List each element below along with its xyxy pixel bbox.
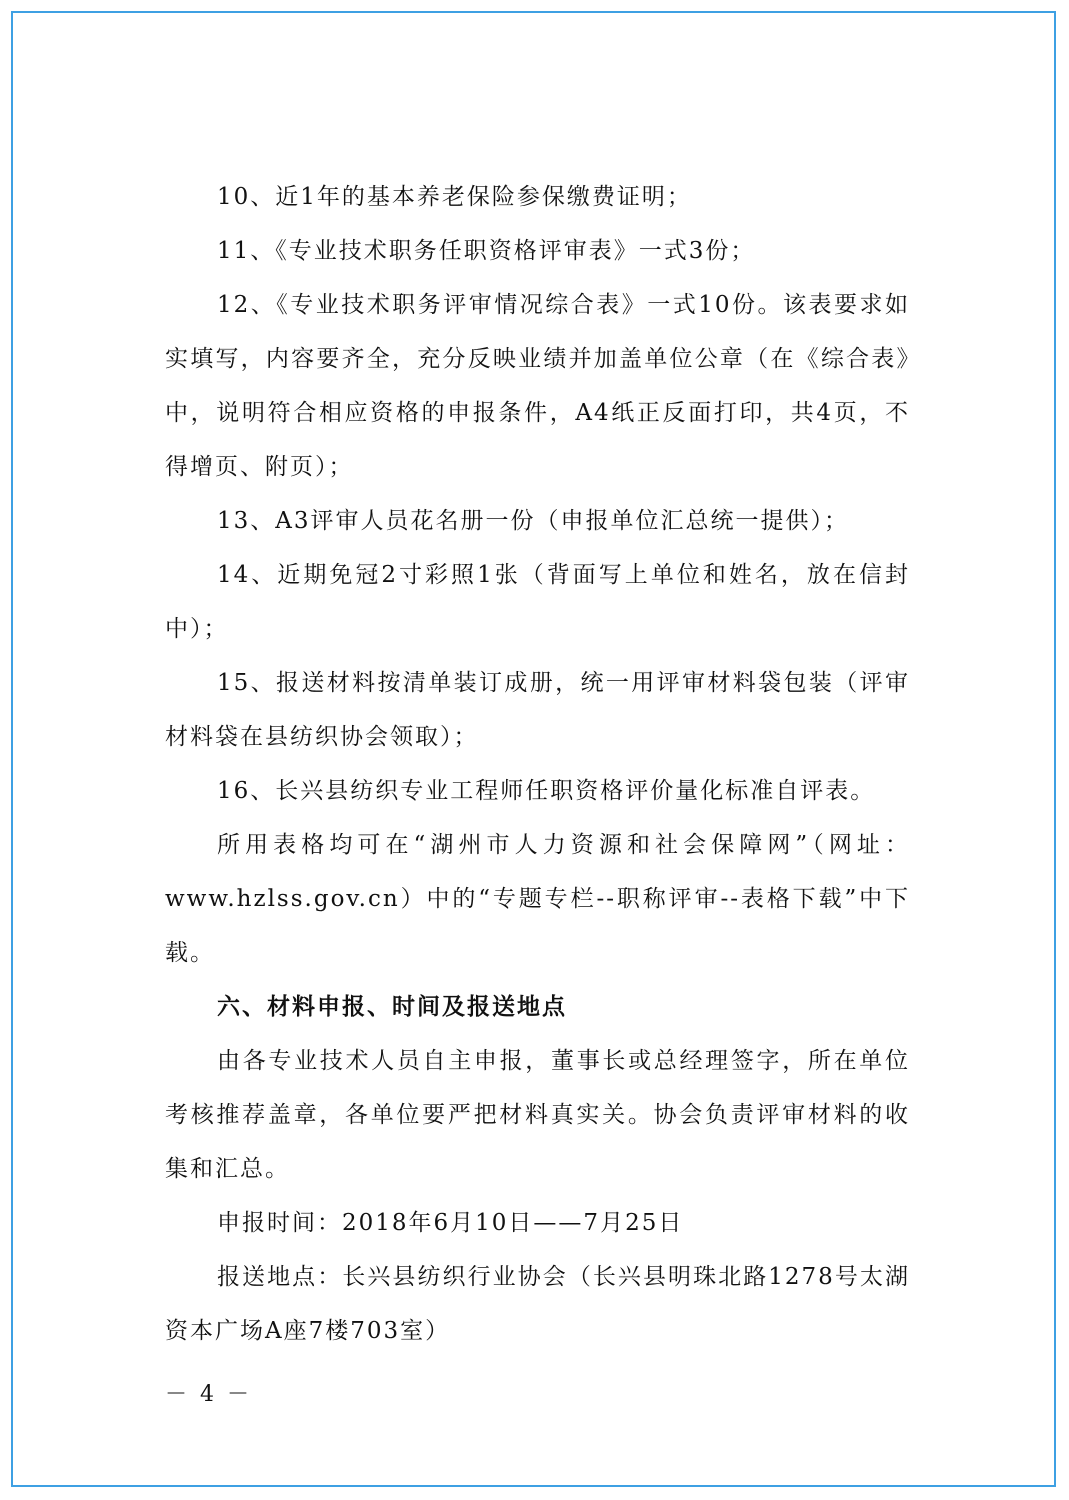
- submission-time: 申报时间：2018年6月10日——7月25日: [217, 1210, 684, 1236]
- list-item-12: 12、《专业技术职务评审情况综合表》一式10份。该表要求如实填写，内容要齐全，充分反映业绩并加盖单位公章（在《综合表》中，说明符合相应资格的申报条件，A4纸正反面打印，共4页，不得增页、附页）；: [165, 292, 910, 480]
- section-heading: 六、材料申报、时间及报送地点: [217, 994, 567, 1020]
- page-number: － 4 －: [165, 1382, 252, 1407]
- list-item-14: 14、近期免冠2寸彩照1张（背面写上单位和姓名，放在信封中）；: [165, 562, 910, 642]
- list-item-15: 15、报送材料按清单装订成册，统一用评审材料袋包装（评审材料袋在县纺织协会领取）；: [165, 670, 910, 750]
- list-item-13: 13、A3评审人员花名册一份（申报单位汇总统一提供）；: [217, 508, 850, 534]
- list-item-11: 11、《专业技术职务任职资格评审表》一式3份；: [217, 238, 756, 264]
- document-body: [165, 170, 910, 1358]
- submission-location: 报送地点：长兴县纺织行业协会（长兴县明珠北路1278号太湖资本广场A座7楼703室）: [165, 1264, 910, 1344]
- list-item-10: 10、近1年的基本养老保险参保缴费证明；: [217, 184, 692, 210]
- forms-download-note: 所用表格均可在“湖州市人力资源和社会保障网”（网址：www.hzlss.gov.cn）中的“专题专栏--职称评审--表格下载”中下载。: [165, 832, 910, 966]
- submission-process-paragraph: 由各专业技术人员自主申报，董事长或总经理签字，所在单位考核推荐盖章，各单位要严把材料真实关。协会负责评审材料的收集和汇总。: [165, 1048, 910, 1182]
- list-item-16: 16、长兴县纺织专业工程师任职资格评价量化标准自评表。: [217, 778, 876, 804]
